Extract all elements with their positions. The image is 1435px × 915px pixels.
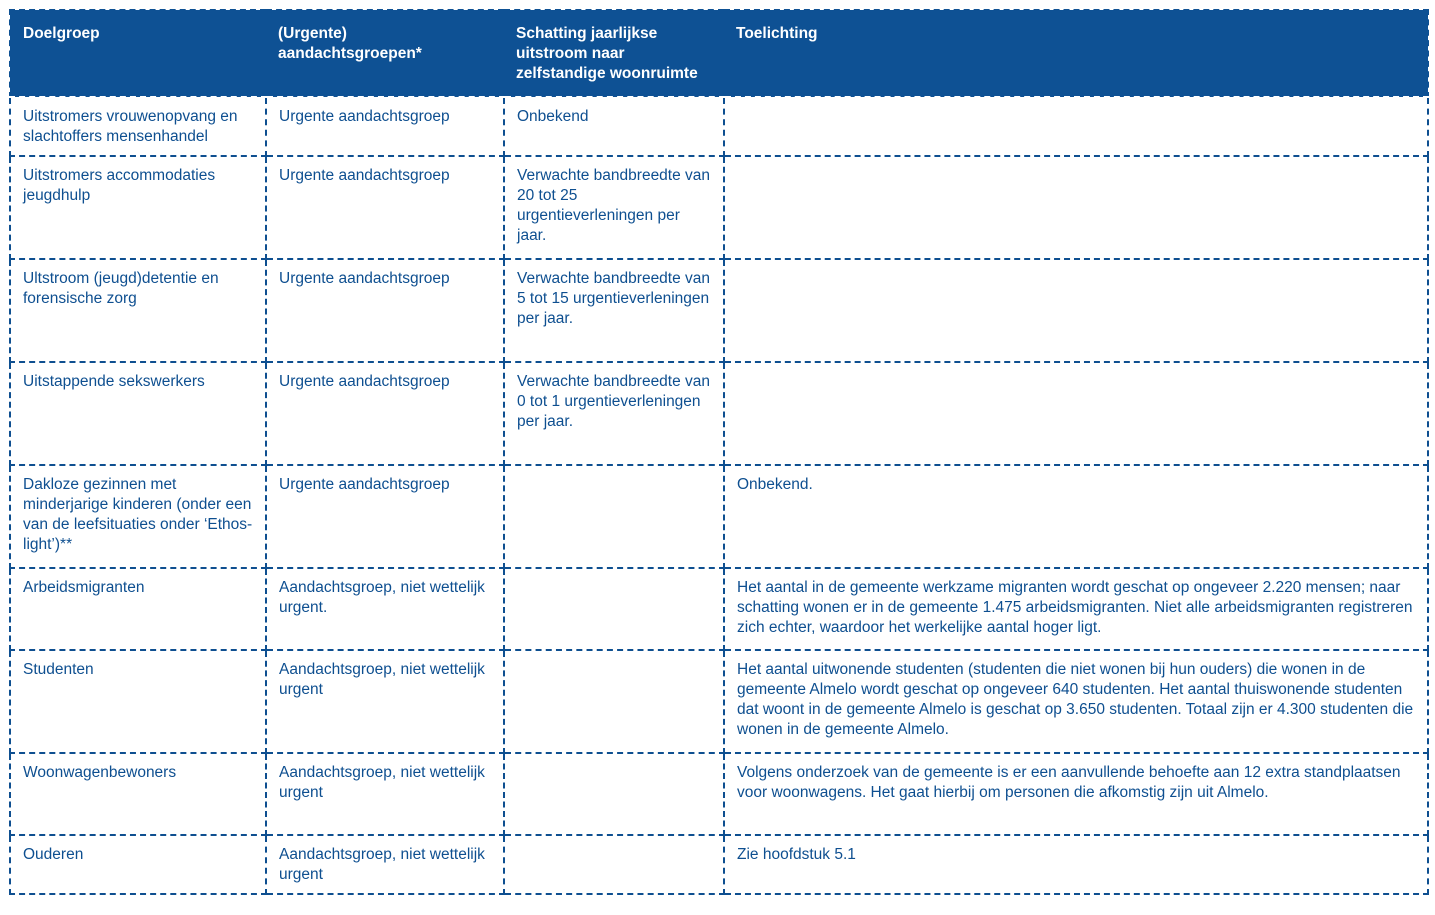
cell-schatting: Verwachte bandbreedte van 5 tot 15 urgentieverleningen per jaar. — [504, 259, 724, 362]
table-row — [10, 156, 1428, 259]
cell-aandachtsgroep: Urgente aandachtsgroep — [266, 97, 504, 156]
cell-schatting — [504, 835, 724, 894]
cell-aandachtsgroep: Urgente aandachtsgroep — [266, 362, 504, 465]
table-row — [10, 362, 1428, 465]
cell-schatting — [504, 753, 724, 835]
cell-toelichting: Het aantal uitwonende studenten (studenten die niet wonen bij hun ouders) die wonen in de gemeente Almelo wordt geschat op ongeveer 640 studenten. Het aantal thuiswonende studenten dat woont in de gemeente Almelo is geschat op 3.650 studenten. Totaal zijn er 4.300 studenten die wonen in de gemeente Almelo. — [724, 650, 1428, 753]
cell-aandachtsgroep: Aandachtsgroep, niet wettelijk urgent — [266, 650, 504, 753]
header-aandachtsgroepen: (Urgente) aandachtsgroepen* — [266, 10, 504, 97]
cell-toelichting — [724, 362, 1428, 465]
cell-toelichting: Onbekend. — [724, 465, 1428, 568]
target-groups-table — [9, 9, 1429, 895]
cell-toelichting — [724, 259, 1428, 362]
cell-aandachtsgroep: Aandachtsgroep, niet wettelijk urgent. — [266, 568, 504, 650]
cell-toelichting — [724, 156, 1428, 259]
cell-doelgroep: Uitstromers vrouwenopvang en slachtoffers mensenhandel — [10, 97, 266, 156]
cell-doelgroep: Arbeidsmigranten — [10, 568, 266, 650]
cell-schatting — [504, 465, 724, 568]
table-row — [10, 650, 1428, 753]
target-groups-table-container — [9, 9, 1427, 895]
table-row — [10, 97, 1428, 156]
cell-toelichting — [724, 97, 1428, 156]
table-header-row — [10, 10, 1428, 97]
cell-schatting: Verwachte bandbreedte van 0 tot 1 urgentieverleningen per jaar. — [504, 362, 724, 465]
table-row — [10, 465, 1428, 568]
cell-schatting — [504, 568, 724, 650]
table-row — [10, 568, 1428, 650]
cell-aandachtsgroep: Urgente aandachtsgroep — [266, 465, 504, 568]
cell-schatting: Onbekend — [504, 97, 724, 156]
table-row — [10, 259, 1428, 362]
cell-doelgroep: Uitstappende sekswerkers — [10, 362, 266, 465]
cell-schatting — [504, 650, 724, 753]
cell-doelgroep: Dakloze gezinnen met minderjarige kinderen (onder een van de leefsituaties onder ‘Ethos-light’)** — [10, 465, 266, 568]
cell-aandachtsgroep: Urgente aandachtsgroep — [266, 259, 504, 362]
cell-doelgroep: Studenten — [10, 650, 266, 753]
header-schatting-uitstroom: Schatting jaarlijkse uitstroom naar zelfstandige woonruimte — [504, 10, 724, 97]
cell-doelgroep: Woonwagenbewoners — [10, 753, 266, 835]
cell-toelichting: Zie hoofdstuk 5.1 — [724, 835, 1428, 894]
cell-schatting: Verwachte bandbreedte van 20 tot 25 urgentieverleningen per jaar. — [504, 156, 724, 259]
cell-doelgroep: Ouderen — [10, 835, 266, 894]
header-doelgroep: Doelgroep — [10, 10, 266, 97]
cell-toelichting: Volgens onderzoek van de gemeente is er een aanvullende behoefte aan 12 extra standplaatsen voor woonwagens. Het gaat hierbij om personen die afkomstig zijn uit Almelo. — [724, 753, 1428, 835]
cell-doelgroep: Uitstromers accommodaties jeugdhulp — [10, 156, 266, 259]
cell-aandachtsgroep: Urgente aandachtsgroep — [266, 156, 504, 259]
table-row — [10, 753, 1428, 835]
cell-aandachtsgroep: Aandachtsgroep, niet wettelijk urgent — [266, 835, 504, 894]
cell-aandachtsgroep: Aandachtsgroep, niet wettelijk urgent — [266, 753, 504, 835]
header-toelichting: Toelichting — [724, 10, 1428, 97]
cell-doelgroep: Ultstroom (jeugd)detentie en forensische zorg — [10, 259, 266, 362]
cell-toelichting: Het aantal in de gemeente werkzame migranten wordt geschat op ongeveer 2.220 mensen; naar schatting wonen er in de gemeente 1.475 arbeidsmigranten. Niet alle arbeidsmigranten registreren zich echter, waardoor het werkelijke aantal hoger ligt. — [724, 568, 1428, 650]
table-row — [10, 835, 1428, 894]
